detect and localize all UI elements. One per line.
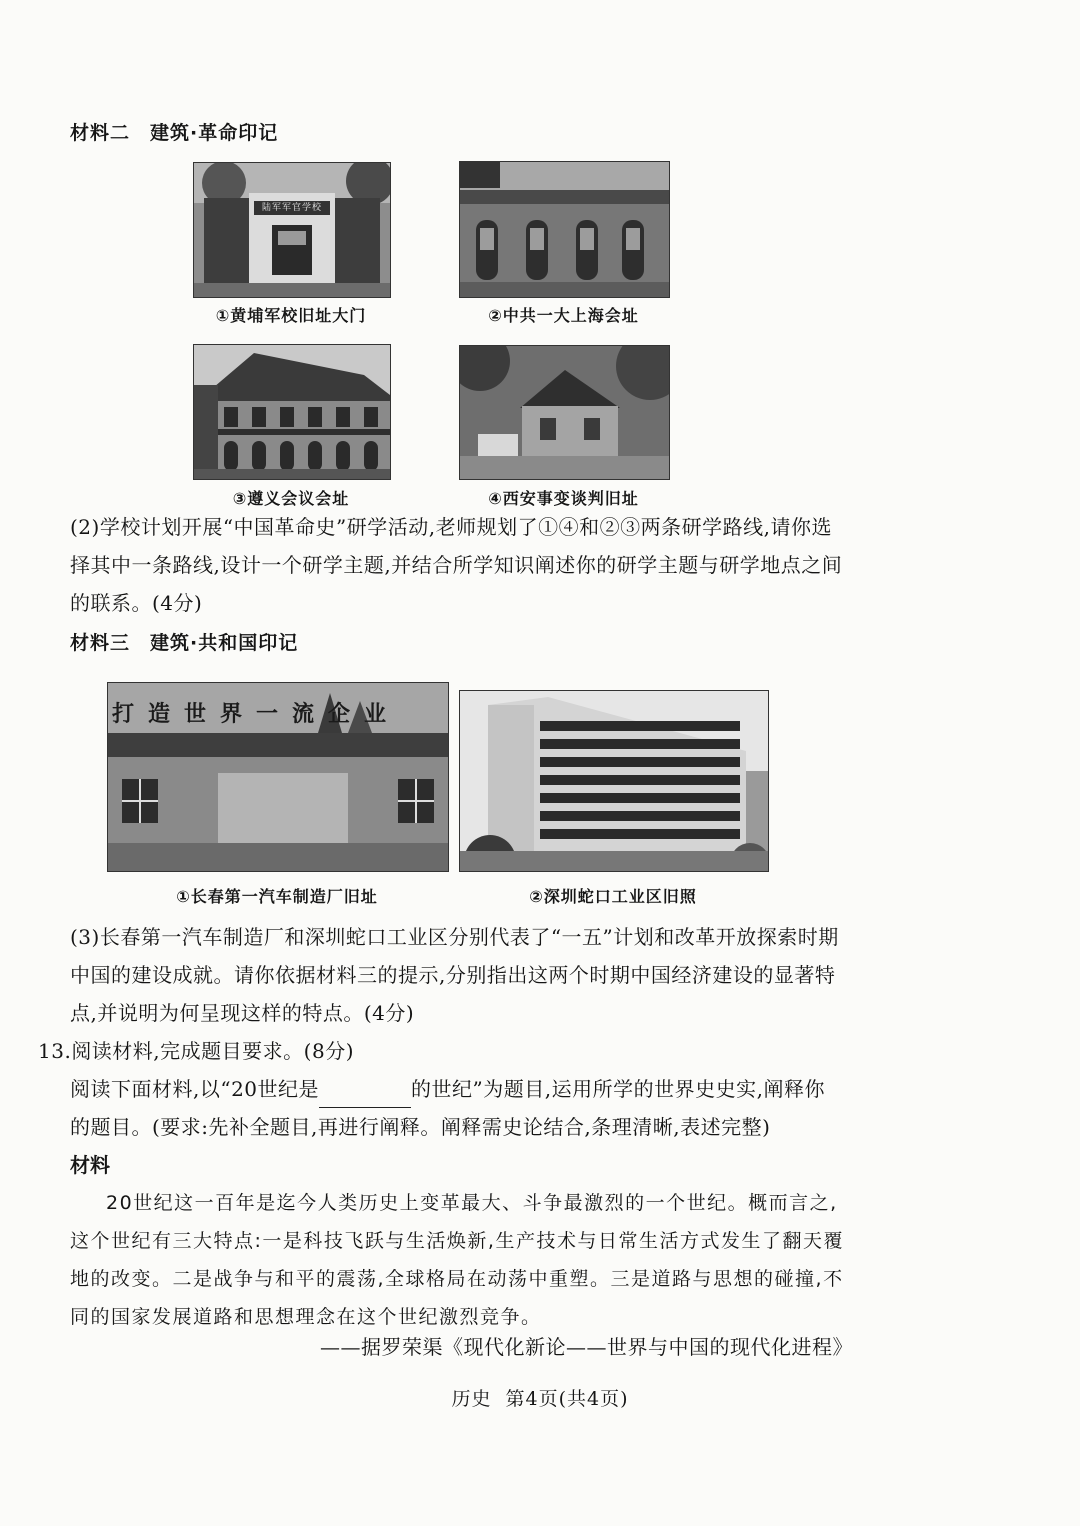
photo-whampoa-sign: 陆军军官学校: [261, 203, 322, 213]
question-13-prompt: [70, 1070, 830, 1146]
material-line: 这个世纪有三大特点:一是科技飞跃与生活焕新,生产技术与日常生活方式发生了翻天覆: [70, 1230, 844, 1252]
material2-heading: [70, 118, 278, 145]
question-2-line: (2)学校计划开展“中国革命史”研学活动,老师规划了①④和②③两条研学路线,请你选: [70, 515, 832, 539]
caption-zunyi-meeting: ③遵义会议会址: [232, 489, 350, 508]
question-2: [70, 508, 843, 622]
question-3-line: (3)长春第一汽车制造厂和深圳蛇口工业区分别代表了“一五”计划和改革开放探索时期: [70, 925, 839, 949]
caption-whampoa: ①黄埔军校旧址大门: [215, 306, 367, 325]
question-3-line: 点,并说明为何呈现这样的特点。(4分): [70, 1001, 415, 1025]
question-13-prompt-line: 的题目。(要求:先补全题目,再进行阐释。阐释需史论结合,条理清晰,表述完整): [70, 1115, 771, 1139]
question-13-prompt-line: [70, 1070, 830, 1108]
question-2-line: 的联系。(4分): [70, 591, 203, 615]
photo-cpc-first-congress: [459, 161, 670, 298]
caption-cpc-first-congress: ②中共一大上海会址: [488, 306, 639, 325]
question-13-header: [38, 1032, 354, 1070]
caption-xian-incident: ④西安事变谈判旧址: [488, 489, 639, 508]
question-3-line: 中国的建设成就。请你依据材料三的提示,分别指出这两个时期中国经济建设的显著特: [70, 963, 836, 987]
material-line: 同的国家发展道路和思想理念在这个世纪激烈竞争。: [70, 1306, 542, 1328]
prompt-after-blank: 的世纪”为题目,运用所学的世界史史实,阐释你: [411, 1077, 825, 1101]
material3-label: 材料三: [70, 632, 131, 654]
photo-zunyi-meeting: [193, 344, 391, 480]
question-13-material: [70, 1184, 844, 1336]
question-2-line: 择其中一条路线,设计一个研学主题,并结合所学知识阐述你的研学主题与研学地点之间: [70, 553, 843, 577]
photo-shenzhen-shekou: [459, 690, 769, 872]
material2-title: 建筑·革命印记: [150, 122, 279, 144]
question-13-title: 阅读材料,完成题目要求。(8分): [71, 1039, 354, 1063]
material-source: ——据罗荣渠《现代化新论——世界与中国的现代化进程》: [320, 1335, 853, 1359]
caption-shenzhen-shekou: ②深圳蛇口工业区旧照: [529, 887, 697, 906]
page-footer: 历史 第4页(共4页): [451, 1388, 629, 1410]
caption-changchun-faw: ①长春第一汽车制造厂旧址: [176, 887, 378, 906]
material-label: 材料: [70, 1153, 110, 1177]
photo-changchun-slogan: 打造世界一流企业: [112, 702, 401, 727]
answer-blank: [319, 1085, 411, 1108]
photo-changchun-faw: [107, 682, 449, 872]
material2-label: 材料二: [70, 122, 131, 144]
material3-title: 建筑·共和国印记: [150, 632, 299, 654]
material3-heading: [70, 628, 298, 655]
photo-whampoa-gate: [193, 162, 391, 298]
photo-xian-incident: [459, 345, 670, 480]
prompt-before-blank: 阅读下面材料,以“20世纪是: [70, 1077, 320, 1101]
question-3: [70, 918, 839, 1032]
material-line: 地的改变。二是战争与和平的震荡,全球格局在动荡中重塑。三是道路与思想的碰撞,不: [70, 1268, 844, 1290]
material-line: 20世纪这一百年是迄今人类历史上变革最大、斗争最激烈的一个世纪。概而言之,: [106, 1192, 838, 1214]
question-13-number: 13.: [38, 1039, 72, 1063]
